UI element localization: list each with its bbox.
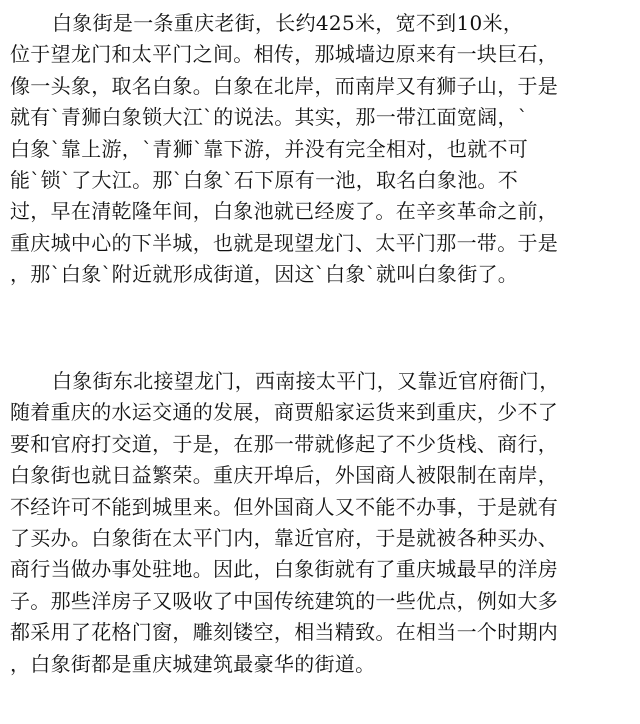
paragraph-1 xyxy=(10,8,634,291)
text-line: 白象`靠上游，`青狮`靠下游，并没有完全相对，也就不可 xyxy=(10,136,529,161)
text-line: 商行当做办事处驻地。因此，白象街就有了重庆城最早的洋房 xyxy=(10,557,559,582)
text-line: 白象街是一条重庆老街，长约425米，宽不到10米， xyxy=(52,11,524,35)
paragraph-2 xyxy=(10,366,634,680)
text-line: 过，早在清乾隆年间，白象池就已经废了。在辛亥革命之前， xyxy=(10,199,559,224)
text-line: 能`锁`了大江。那`白象`石下原有一池，取名白象池。不 xyxy=(10,167,519,192)
text-line: 子。那些洋房子又吸收了中国传统建筑的一些优点，例如大多 xyxy=(10,588,559,613)
text-line: 要和官府打交道，于是，在那一带就修起了不少货栈、商行， xyxy=(10,431,559,456)
text-line: 白象街也就日益繁荣。重庆开埠后，外国商人被限制在南岸， xyxy=(10,463,559,488)
text-line: ，白象街都是重庆城建筑最豪华的街道。 xyxy=(10,651,376,676)
text-line: 都采用了花格门窗，雕刻镂空，相当精致。在相当一个时期内 xyxy=(10,620,559,645)
text-line: 就有`青狮白象锁大江`的说法。其实，那一带江面宽阔，` xyxy=(10,105,529,130)
text-line: 白象街东北接望龙门，西南接太平门，又靠近官府衙门， xyxy=(52,369,560,393)
text-line: 重庆城中心的下半城，也就是现望龙门、太平门那一带。于是 xyxy=(10,230,559,255)
text-line: 位于望龙门和太平门之间。相传，那城墙边原来有一块巨石， xyxy=(10,42,559,67)
text-line: 不经许可不能到城里来。但外国商人又不能不办事，于是就有 xyxy=(10,494,559,519)
text-line: ，那`白象`附近就形成街道，因这`白象`就叫白象街了。 xyxy=(10,262,519,287)
text-line: 像一头象，取名白象。白象在北岸，而南岸又有狮子山，于是 xyxy=(10,73,559,98)
text-line: 随着重庆的水运交通的发展，商贾船家运货来到重庆，少不了 xyxy=(10,400,559,425)
text-line: 了买办。白象街在太平门内，靠近官府，于是就被各种买办、 xyxy=(10,525,559,550)
